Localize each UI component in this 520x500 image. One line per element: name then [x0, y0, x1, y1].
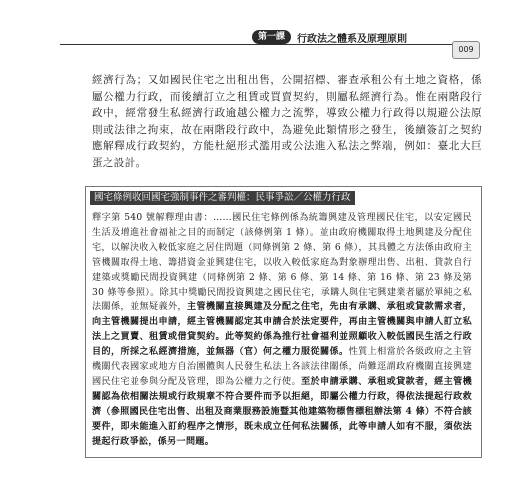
case-box: [85, 186, 482, 458]
page-number: 009: [452, 41, 480, 59]
chapter-badge: 第一課: [252, 30, 291, 44]
case-text-1: 釋字第 540 號解釋理由書：……國民住宅條例係為統籌興建及管理國民住宅，以安定國民生活及增進社會福祉之目的而制定（該條例第 1 條）。並由政府機關取得土地興建及分配住宅，以解決收入較低家庭之居住問題（同條例第 2 條、第 6 條），其具體之方法係由政府主管機關取得土地、籌措資金並興建住宅，以收入較低家庭為對象辦理出售、出租、貸款自行建築或獎勵民間投資興建（同條例第 2 條、第 6 條、第 14 條、第 16 條、第 23 條及第 30 條等參照）。除其中獎勵民間投資興建之國民住宅，承購人與住宅興建業者屬於單純之私法關係，並無疑義外，: [92, 213, 472, 313]
chapter-title: 行政法之體系及原理原則: [297, 33, 408, 45]
case-body: [92, 211, 472, 450]
main-paragraph: 經濟行為；又如國民住宅之出租出售，公開招標、審查承租公有土地之資格，係屬公權力行政，而後續訂立之租賃或買賣契約，則屬私經濟行為。惟在兩階段行政中，經常發生私經濟行政逾越公權力之流弊，導致公權力行政得以規避公法原則或法律之拘束，故在兩階段行政中，為避免此類情形之發生，後續簽訂之契約應解釋成行政契約，方能杜絕形式濫用或公法進入私法之弊端，例如：臺北大巨蛋之設計。: [92, 74, 482, 169]
page-header: [0, 0, 520, 60]
header-rule: [60, 44, 480, 45]
case-text-2-bold: 主管機關直接興建及分配之住宅，先由有承購、承租或貸款需求者，向主管機關提出申請，經主管機關認定其申請合於法定要件，再由主管機關與申請人訂立私法上之買賣、租賃或借貸契約。此等契約係為推行社會福利並照顧收入較低國民生活之行政目的，所採之私經濟措施，並無器（官）何之權力服從關係。: [92, 301, 472, 358]
case-heading: 國宅條例收回國宅強制事件之審判權：民事爭訟／公權力行政: [90, 191, 355, 205]
main-text: [92, 72, 482, 172]
case-paragraph: [92, 211, 472, 450]
chapter-tab: [252, 29, 407, 45]
case-text-4-bold: 至於申請承購、承租或貸款者，經主管機關認為依相關法規或行政規章不符合要件而予以拒絕，即屬公權力行政，得依法提起行政救濟（參照國民住宅出售、出租及商業服務設施暨其他建築物標售標租辦法第 4 條）不符合該要件，即未能進入訂約程序之情形，既未成立任何私法關係，此等申請人如有不服，須依法提起行政爭訟，係另一問題。: [92, 375, 472, 447]
case-text-3: 性質上相當於各級政府之主管機關代表國家或地方自治團體與人民發生私法上各該法律關係，尚難逕謂政府機關直接興建國民住宅並參與分配及管理，即為公權力之行使。: [92, 347, 472, 387]
